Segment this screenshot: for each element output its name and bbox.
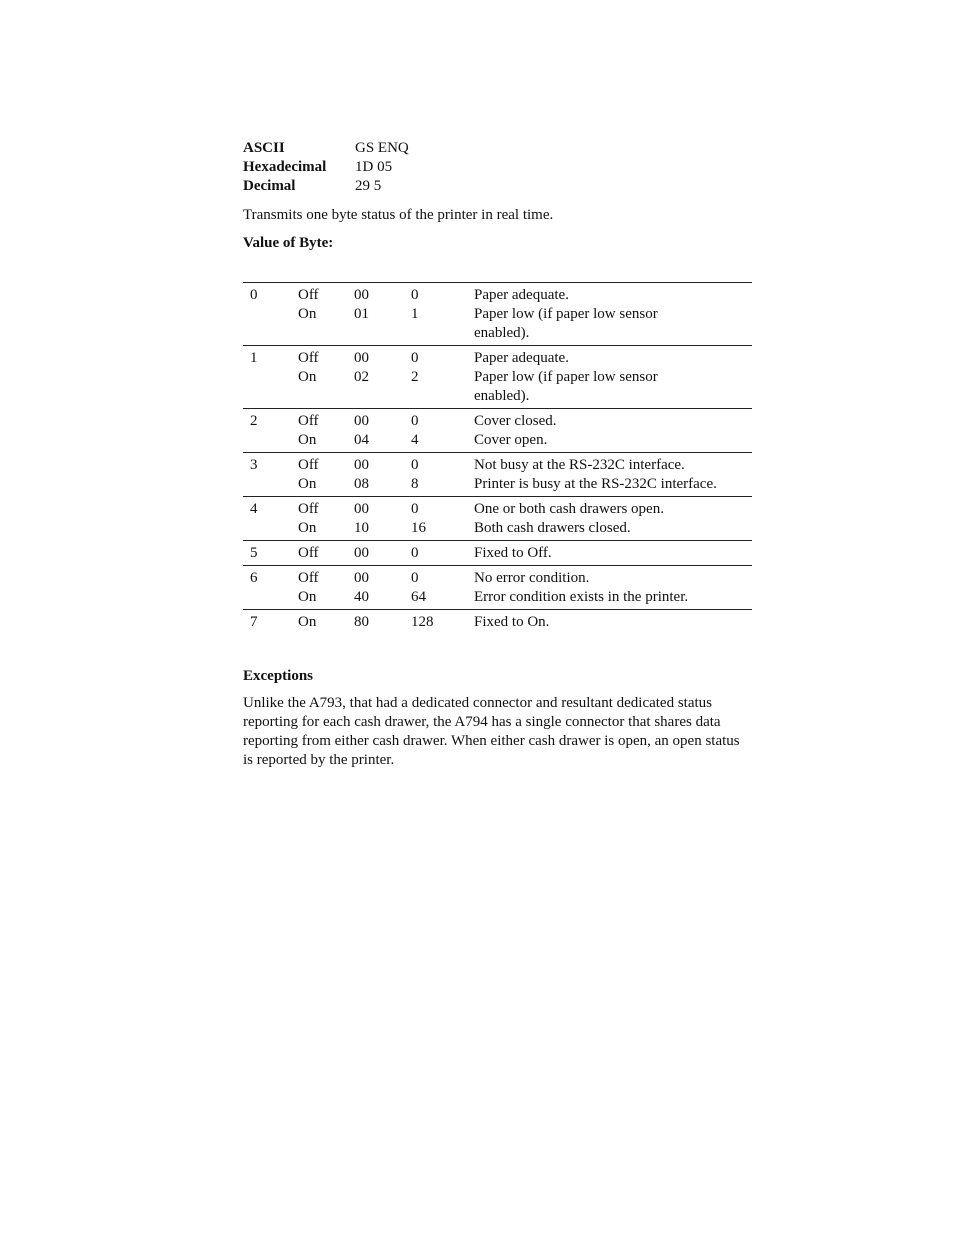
bit-row bbox=[243, 453, 752, 497]
bit-decimal-line: 8 bbox=[411, 476, 419, 492]
bit-state-line: Off bbox=[298, 545, 319, 561]
bit-hex bbox=[354, 283, 411, 346]
bit-state bbox=[298, 497, 354, 541]
bit-hex-line: 00 bbox=[354, 350, 369, 366]
bit-decimal bbox=[411, 283, 474, 346]
bit-function-line: Fixed to Off. bbox=[474, 545, 552, 561]
bit-decimal-line: 0 bbox=[411, 287, 419, 303]
code-key: Hexadecimal bbox=[243, 159, 327, 175]
code-value: 1D 05 bbox=[355, 159, 393, 175]
bit-state-line: Off bbox=[298, 501, 319, 517]
status-bit-table bbox=[243, 282, 752, 634]
bit-function-line: Paper low (if paper low sensor bbox=[474, 369, 658, 385]
exceptions-line: is reported by the printer. bbox=[243, 752, 395, 768]
code-value: GS ENQ bbox=[355, 140, 409, 156]
bit-decimal-line: 0 bbox=[411, 501, 419, 517]
bit-hex-line: 40 bbox=[354, 589, 369, 605]
bit-state-line: Off bbox=[298, 287, 319, 303]
bit-decimal-line: 64 bbox=[411, 589, 426, 605]
bit-decimal-line: 0 bbox=[411, 545, 419, 561]
bit-hex-line: 80 bbox=[354, 614, 369, 630]
bit-state-line: Off bbox=[298, 413, 319, 429]
command-code-row bbox=[243, 139, 409, 158]
bit-state-line: Off bbox=[298, 350, 319, 366]
bit-decimal bbox=[411, 541, 474, 566]
command-code-table bbox=[243, 139, 409, 196]
bit-state-line: On bbox=[298, 520, 317, 536]
bit-function-line: Cover open. bbox=[474, 432, 548, 448]
bit-row bbox=[243, 566, 752, 610]
bit-row bbox=[243, 409, 752, 453]
bit-row bbox=[243, 497, 752, 541]
bit-state bbox=[298, 283, 354, 346]
bit-state-line: Off bbox=[298, 570, 319, 586]
exceptions-line: reporting from either cash drawer. When either cash drawer is open, an open status bbox=[243, 733, 740, 749]
bit-decimal-line: 1 bbox=[411, 306, 419, 322]
bit-function bbox=[474, 409, 752, 453]
bit-state-line: On bbox=[298, 432, 317, 448]
bit-decimal-line: 4 bbox=[411, 432, 419, 448]
code-key: Decimal bbox=[243, 178, 296, 194]
bit-number: 3 bbox=[250, 457, 258, 473]
bit-hex bbox=[354, 541, 411, 566]
bit-hex-line: 02 bbox=[354, 369, 369, 385]
bit-decimal-line: 0 bbox=[411, 457, 419, 473]
bit-hex bbox=[354, 497, 411, 541]
bit-hex-line: 08 bbox=[354, 476, 369, 492]
bit-function-line: enabled). bbox=[474, 325, 530, 341]
bit-function bbox=[474, 346, 752, 409]
bit-state bbox=[298, 541, 354, 566]
bit-decimal-line: 128 bbox=[411, 614, 434, 630]
bit-state bbox=[298, 610, 354, 635]
bit-state-line: On bbox=[298, 476, 317, 492]
bit-hex-line: 10 bbox=[354, 520, 369, 536]
bit-hex-line: 04 bbox=[354, 432, 369, 448]
bit-number: 4 bbox=[250, 501, 258, 517]
bit-decimal bbox=[411, 453, 474, 497]
bit-function-line: No error condition. bbox=[474, 570, 590, 586]
bit-decimal-line: 0 bbox=[411, 570, 419, 586]
bit-decimal bbox=[411, 409, 474, 453]
command-code-row bbox=[243, 158, 409, 177]
bit-function bbox=[474, 610, 752, 635]
bit-state bbox=[298, 409, 354, 453]
bit-hex bbox=[354, 453, 411, 497]
bit-hex bbox=[354, 409, 411, 453]
bit-function-line: Both cash drawers closed. bbox=[474, 520, 631, 536]
exceptions-heading: Exceptions bbox=[243, 668, 314, 684]
bit-function bbox=[474, 541, 752, 566]
bit-function-line: Cover closed. bbox=[474, 413, 557, 429]
bit-hex-line: 00 bbox=[354, 570, 369, 586]
bit-function-line: Paper adequate. bbox=[474, 287, 569, 303]
bit-hex-line: 00 bbox=[354, 457, 369, 473]
bit-number: 0 bbox=[250, 287, 258, 303]
bit-hex-line: 00 bbox=[354, 501, 369, 517]
bit-hex-line: 00 bbox=[354, 545, 369, 561]
bit-state bbox=[298, 566, 354, 610]
bit-decimal-line: 0 bbox=[411, 350, 419, 366]
bit-state-line: On bbox=[298, 614, 317, 630]
bit-function-line: enabled). bbox=[474, 388, 530, 404]
bit-number: 7 bbox=[250, 614, 258, 630]
code-key: ASCII bbox=[243, 140, 285, 156]
bit-function-line: Paper low (if paper low sensor bbox=[474, 306, 658, 322]
bit-hex bbox=[354, 346, 411, 409]
bit-number: 1 bbox=[250, 350, 258, 366]
bit-function-line: Paper adequate. bbox=[474, 350, 569, 366]
bit-function bbox=[474, 453, 752, 497]
command-code-row bbox=[243, 177, 409, 196]
command-description: Transmits one byte status of the printer in real time. bbox=[243, 207, 554, 223]
bit-row bbox=[243, 283, 752, 346]
bit-function bbox=[474, 566, 752, 610]
bit-number: 5 bbox=[250, 545, 258, 561]
bit-function-line: Printer is busy at the RS-232C interface. bbox=[474, 476, 717, 492]
bit-number: 6 bbox=[250, 570, 258, 586]
bit-function-line: Not busy at the RS-232C interface. bbox=[474, 457, 685, 473]
bit-decimal-line: 0 bbox=[411, 413, 419, 429]
bit-state-line: On bbox=[298, 589, 317, 605]
bit-hex-line: 01 bbox=[354, 306, 369, 322]
bit-state-line: Off bbox=[298, 457, 319, 473]
bit-function bbox=[474, 283, 752, 346]
bit-function-line: Fixed to On. bbox=[474, 614, 550, 630]
bit-decimal-line: 16 bbox=[411, 520, 426, 536]
bit-decimal bbox=[411, 346, 474, 409]
exceptions-line: Unlike the A793, that had a dedicated connector and resultant dedicated status bbox=[243, 695, 713, 711]
bit-function-line: Error condition exists in the printer. bbox=[474, 589, 689, 605]
bit-state bbox=[298, 346, 354, 409]
bit-decimal bbox=[411, 610, 474, 635]
bit-row bbox=[243, 346, 752, 409]
exceptions-paragraph bbox=[243, 694, 823, 770]
bit-decimal bbox=[411, 566, 474, 610]
value-of-byte-heading: Value of Byte: bbox=[243, 235, 334, 251]
bit-state bbox=[298, 453, 354, 497]
bit-function bbox=[474, 497, 752, 541]
bit-hex bbox=[354, 566, 411, 610]
bit-state-line: On bbox=[298, 369, 317, 385]
document-body bbox=[243, 139, 823, 770]
bit-row bbox=[243, 541, 752, 566]
bit-function-line: One or both cash drawers open. bbox=[474, 501, 664, 517]
bit-row bbox=[243, 610, 752, 635]
code-value: 29 5 bbox=[355, 178, 382, 194]
bit-hex-line: 00 bbox=[354, 413, 369, 429]
bit-state-line: On bbox=[298, 306, 317, 322]
bit-decimal-line: 2 bbox=[411, 369, 419, 385]
bit-number: 2 bbox=[250, 413, 258, 429]
bit-decimal bbox=[411, 497, 474, 541]
bit-hex bbox=[354, 610, 411, 635]
exceptions-line: reporting for each cash drawer, the A794 has a single connector that shares data bbox=[243, 714, 721, 730]
bit-hex-line: 00 bbox=[354, 287, 369, 303]
